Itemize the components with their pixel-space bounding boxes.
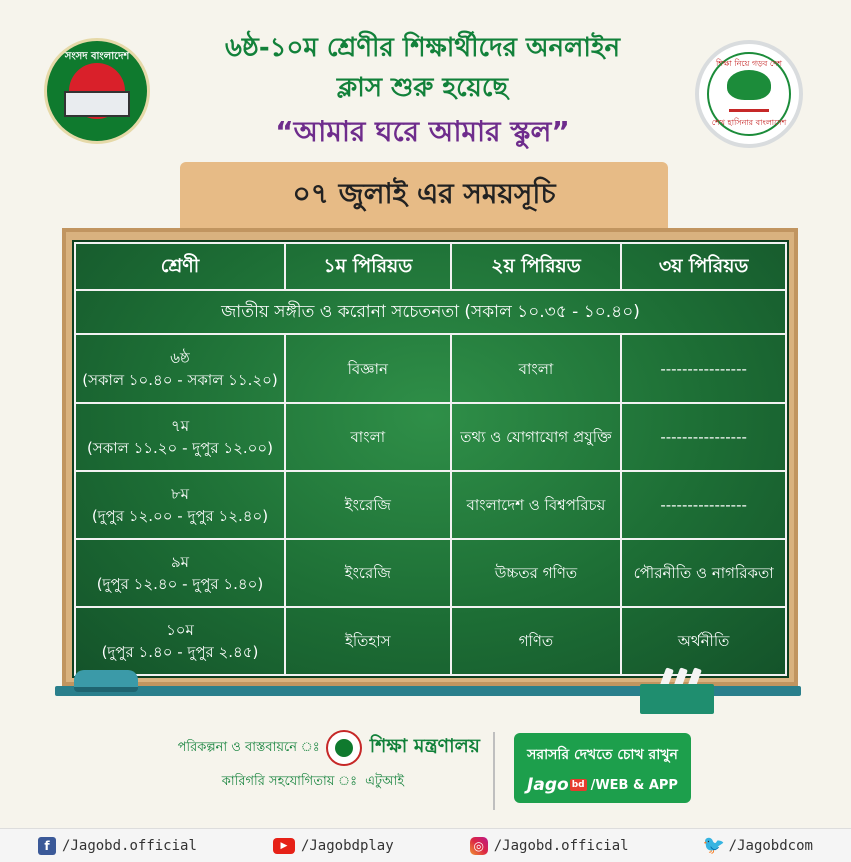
class-time: (সকাল ১১.২০ - দুপুর ১২.০০) <box>87 438 273 457</box>
youtube-link[interactable] <box>273 838 394 854</box>
class-name: ৭ম <box>170 416 190 435</box>
header-period-3: ৩য় পিরিয়ড <box>621 243 786 290</box>
schedule-table <box>74 242 787 676</box>
class-name: ৯ম <box>170 552 190 571</box>
period-1-cell: ইংরেজি <box>285 471 451 539</box>
parliament-building-icon <box>64 91 130 117</box>
chalk-box-icon <box>640 684 714 714</box>
slogan: “আমার ঘরে আমার স্কুল” <box>275 115 570 148</box>
parliament-logo-text: সংসদ বাংলাদেশ <box>64 51 130 62</box>
tech-label: কারিগরি সহযোগিতায় ঃ <box>221 774 358 789</box>
period-1-cell: ইংরেজি <box>285 539 451 607</box>
period-2-cell: বাংলাদেশ ও বিশ্বপরিচয় <box>451 471 622 539</box>
twitter-link[interactable] <box>702 835 813 856</box>
ministry-name: শিক্ষা মন্ত্রণালয় <box>369 735 480 757</box>
period-3-cell: ---------------- <box>621 403 786 471</box>
campaign-logo-inner <box>707 52 791 136</box>
eraser-icon <box>74 670 138 692</box>
headline-line-1: ৬ষ্ঠ-১০ম শ্রেণীর শিক্ষার্থীদের অনলাইন <box>224 33 620 63</box>
twitter-icon: 🐦 <box>702 835 725 856</box>
headline <box>170 28 675 108</box>
period-3-cell: অর্থনীতি <box>621 607 786 675</box>
tech-credit <box>140 772 480 793</box>
campaign-logo-text-top: শিক্ষা নিয়ে গড়ব দেশ <box>715 59 783 68</box>
period-1-cell: বিজ্ঞান <box>285 334 451 402</box>
jago-logo-text: Jago <box>527 775 569 795</box>
class-cell <box>75 334 285 402</box>
youtube-icon: ▶ <box>273 838 295 854</box>
class-time: (দুপুর ১২.৪০ - দুপুর ১.৪০) <box>96 574 264 593</box>
tech-partner: এটুআই <box>365 774 404 789</box>
period-1-cell: বাংলা <box>285 403 451 471</box>
class-time: (সকাল ১০.৪০ - সকাল ১১.২০) <box>82 370 278 389</box>
facebook-link[interactable] <box>38 837 197 855</box>
headline-line-2: ক্লাস শুরু হয়েছে <box>336 73 509 103</box>
education-campaign-logo <box>695 40 803 148</box>
campaign-logo-text-bottom: শেখ হাসিনার বাংলাদেশ <box>711 118 787 127</box>
table-row <box>75 607 786 675</box>
watch-jagobd-box[interactable] <box>514 733 691 803</box>
parliament-logo <box>44 38 150 144</box>
date-banner: ০৭ জুলাই এর সময়সূচি <box>180 162 668 228</box>
class-time: (দুপুর ১২.০০ - দুপুর ১২.৪০) <box>91 506 269 525</box>
anthem-cell: জাতীয় সঙ্গীত ও করোনা সচেতনতা (সকাল ১০.৩৫ - ১০.৪০) <box>75 290 786 335</box>
period-2-cell: উচ্চতর গণিত <box>451 539 622 607</box>
facebook-icon: f <box>38 837 56 855</box>
instagram-link[interactable] <box>470 837 629 855</box>
youtube-handle: /Jagobdplay <box>300 837 394 854</box>
class-cell <box>75 539 285 607</box>
table-header-row <box>75 243 786 290</box>
web-app-suffix: /WEB & APP <box>590 777 678 793</box>
period-1-cell: ইতিহাস <box>285 607 451 675</box>
class-cell <box>75 471 285 539</box>
instagram-handle: /Jagobd.official <box>493 837 629 854</box>
instagram-icon: ◎ <box>470 837 488 855</box>
credits <box>140 728 480 793</box>
social-bar <box>0 828 851 862</box>
jagobd-brand <box>514 775 691 795</box>
period-3-cell: ---------------- <box>621 471 786 539</box>
anthem-row <box>75 290 786 335</box>
period-2-cell: গণিত <box>451 607 622 675</box>
tree-icon <box>727 70 771 100</box>
class-cell <box>75 403 285 471</box>
ministry-logo-icon <box>326 730 362 766</box>
header-period-1: ১ম পিরিয়ড <box>285 243 451 290</box>
twitter-handle: /Jagobdcom <box>728 837 813 854</box>
table-row <box>75 334 786 402</box>
footer-divider <box>493 732 495 810</box>
chalkboard <box>72 240 789 678</box>
book-icon <box>729 98 769 112</box>
facebook-handle: /Jagobd.official <box>62 837 197 854</box>
planning-credit <box>140 728 480 768</box>
bd-badge: bd <box>571 780 585 790</box>
period-2-cell: বাংলা <box>451 334 622 402</box>
period-2-cell: তথ্য ও যোগাযোগ প্রযুক্তি <box>451 403 622 471</box>
watch-label: সরাসরি দেখতে চোখ রাখুন <box>527 747 678 763</box>
table-row <box>75 539 786 607</box>
header-class: শ্রেণী <box>75 243 285 290</box>
table-row <box>75 471 786 539</box>
header-period-2: ২য় পিরিয়ড <box>451 243 622 290</box>
class-name: ৬ষ্ঠ <box>170 348 190 367</box>
table-row <box>75 403 786 471</box>
class-time: (দুপুর ১.৪০ - দুপুর ২.৪৫) <box>101 642 259 661</box>
period-3-cell: পৌরনীতি ও নাগরিকতা <box>621 539 786 607</box>
class-name: ৮ম <box>170 484 190 503</box>
class-cell <box>75 607 285 675</box>
class-name: ১০ম <box>166 620 194 639</box>
period-3-cell: ---------------- <box>621 334 786 402</box>
planning-label: পরিকল্পনা ও বাস্তবায়নে ঃ <box>177 739 320 755</box>
